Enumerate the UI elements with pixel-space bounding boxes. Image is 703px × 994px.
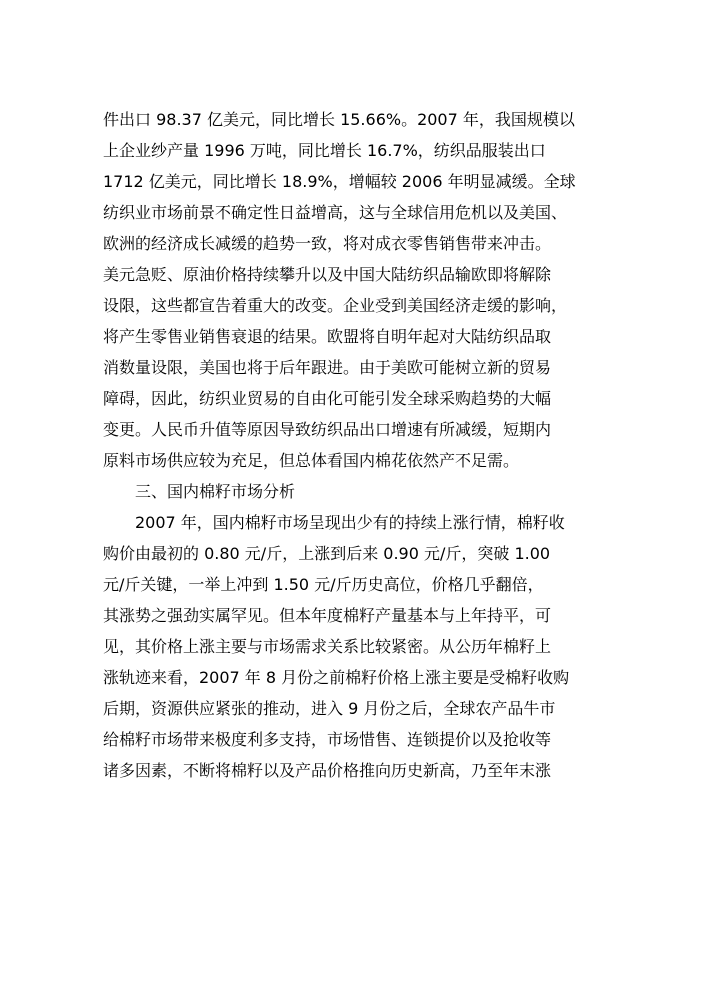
text-line: 后期，资源供应紧张的推动，进入 9 月份之后，全球农产品牛市 — [103, 699, 556, 718]
text-line: 件出口 98.37 亿美元，同比增长 15.66%。2007 年，我国规模以 — [103, 110, 575, 129]
text-line: 消数量设限，美国也将于后年跟进。由于美欧可能树立新的贸易 — [103, 358, 552, 377]
text-line: 诸多因素，不断将棉籽以及产品价格推向历史新高，乃至年末涨 — [103, 761, 552, 780]
text-line: 其涨势之强劲实属罕见。但本年度棉籽产量基本与上年持平，可 — [103, 606, 552, 625]
text-line: 元/斤关键，一举上冲到 1.50 元/斤历史高位，价格几乎翻倍， — [103, 575, 544, 594]
text-line: 1712 亿美元，同比增长 18.9%，增幅较 2006 年明显减缓。全球 — [103, 172, 576, 191]
text-line: 纺织业市场前景不确定性日益增高，这与全球信用危机以及美国、 — [103, 203, 568, 222]
text-line: 上企业纱产量 1996 万吨，同比增长 16.7%，纺织品服装出口 — [103, 141, 546, 160]
text-line: 原料市场供应较为充足，但总体看国内棉花依然产不足需。 — [103, 451, 520, 470]
text-line: 变更。人民币升值等原因导致纺织品出口增速有所减缓，短期内 — [103, 420, 552, 439]
text-line: 给棉籽市场带来极度利多支持，市场惜售、连锁提价以及抢收等 — [103, 730, 552, 749]
text-line: 购价由最初的 0.80 元/斤，上涨到后来 0.90 元/斤，突破 1.00 — [103, 544, 551, 563]
text-line: 障碍，因此，纺织业贸易的自由化可能引发全球采购趋势的大幅 — [103, 389, 552, 408]
text-line: 见，其价格上涨主要与市场需求关系比较紧密。从公历年棉籽上 — [103, 637, 552, 656]
section-heading: 三、国内棉籽市场分析 — [135, 482, 296, 501]
text-line: 设限，这些都宣告着重大的改变。企业受到美国经济走缓的影响， — [103, 296, 568, 315]
body-text — [103, 104, 613, 786]
text-line: 2007 年，国内棉籽市场呈现出少有的持续上涨行情，棉籽收 — [135, 513, 565, 532]
text-line: 涨轨迹来看，2007 年 8 月份之前棉籽价格上涨主要是受棉籽收购 — [103, 668, 570, 687]
text-line: 美元急贬、原油价格持续攀升以及中国大陆纺织品输欧即将解除 — [103, 265, 552, 284]
text-line: 将产生零售业销售衰退的结果。欧盟将自明年起对大陆纺织品取 — [103, 327, 552, 346]
text-line: 欧洲的经济成长减缓的趋势一致，将对成衣零售销售带来冲击。 — [103, 234, 552, 253]
